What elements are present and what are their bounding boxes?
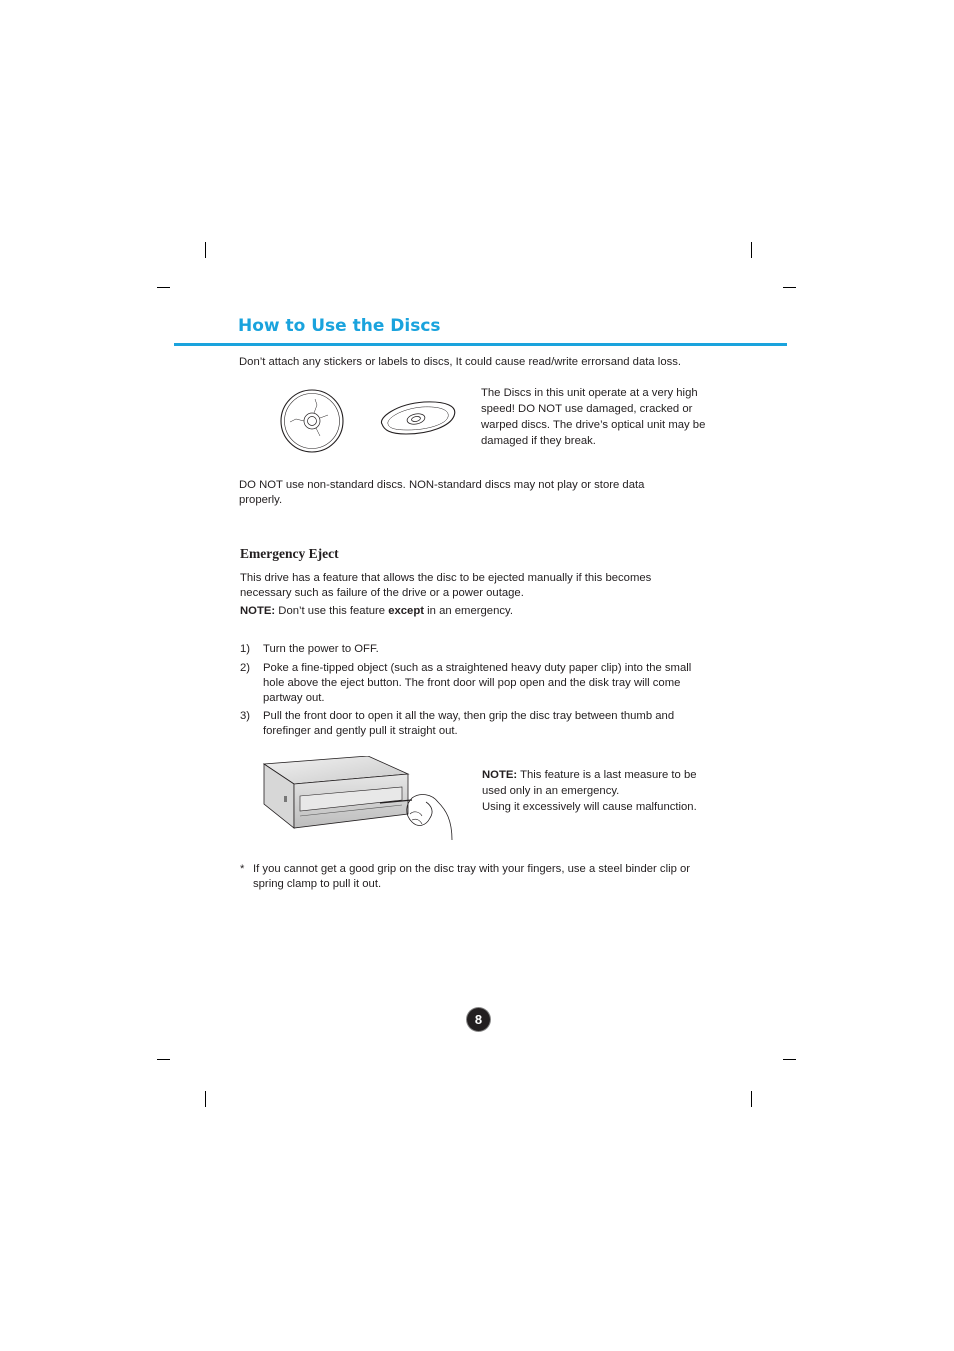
- crop-mark: [157, 1059, 170, 1060]
- crop-mark: [751, 242, 752, 258]
- crop-mark: [205, 242, 206, 258]
- note-bold: except: [388, 605, 424, 617]
- warped-disc-illustration: [376, 398, 458, 438]
- step-text: Poke a fine-tipped object (such as a straightened heavy duty paper clip) into the small hole above the eject button. The front door will pop open and the disk tray will come partway out.: [263, 662, 692, 704]
- emergency-note: [240, 604, 700, 619]
- emergency-description: This drive has a feature that allows the disc to be ejected manually if this becomes necessary such as failure of the drive or a power outage.: [240, 572, 652, 599]
- warn-label: NOTE:: [482, 769, 518, 781]
- step-number: 1): [240, 643, 251, 655]
- crop-mark: [783, 1059, 796, 1060]
- warn-text-2: Using it excessively will cause malfunction.: [482, 801, 697, 813]
- warn-text: This feature is a last measure to be used only in an emergency.: [482, 769, 697, 797]
- damaged-disc-illustration: [276, 388, 348, 454]
- optical-drive-illustration: [262, 756, 456, 846]
- page-title: How to Use the Discs: [238, 316, 441, 336]
- note-pre: Don’t use this feature: [278, 605, 386, 617]
- footnote-mark: *: [240, 863, 245, 875]
- footnote-text: If you cannot get a good grip on the disc tray with your fingers, use a steel binder clip or spring clamp to pull it out.: [253, 863, 691, 890]
- step-number: 2): [240, 662, 251, 674]
- title-rule: [174, 343, 787, 346]
- note-label: NOTE:: [240, 605, 276, 617]
- emergency-eject-heading: Emergency Eject: [240, 546, 339, 561]
- step-text: Pull the front door to open it all the way, then grip the disc tray between thumb and forefinger and gently pull it straight out.: [263, 710, 675, 737]
- nonstandard-warning-text: DO NOT use non-standard discs. NON-standard discs may not play or store data properly.: [239, 479, 645, 506]
- note-post: in an emergency.: [427, 605, 513, 617]
- crop-mark: [783, 287, 796, 288]
- malfunction-note: [482, 767, 722, 815]
- crop-mark: [157, 287, 170, 288]
- step-number: 3): [240, 710, 251, 722]
- crop-mark: [205, 1091, 206, 1107]
- crop-mark: [751, 1091, 752, 1107]
- intro-text: Don’t attach any stickers or labels to discs, It could cause read/write errorsand data loss.: [239, 356, 682, 368]
- discs-warning-text: The Discs in this unit operate at a very high speed! DO NOT use damaged, cracked or warped discs. The drive’s optical unit may be damaged if they break.: [481, 387, 706, 447]
- page-number: 8: [467, 1008, 490, 1031]
- step-text: Turn the power to OFF.: [263, 643, 379, 655]
